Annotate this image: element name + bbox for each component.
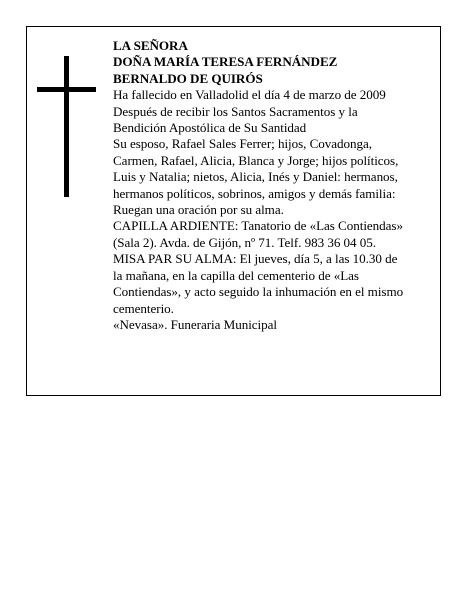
honorific-title: LA SEÑORA [113,38,188,53]
cross-horizontal-bar [37,87,96,92]
sacraments-line-2: Bendición Apostólica de Su Santidad [113,120,307,136]
family-line-4: hermanos políticos, sobrinos, amigos y demás familia: [113,185,396,201]
chapel-line-1: CAPILLA ARDIENTE: Tanatorio de «Las Contiendas» [113,218,403,234]
mass-line-3: Contiendas», y acto seguido la inhumación en el mismo [113,284,404,300]
mass-line-1: MISA PAR SU ALMA: El jueves, día 5, a las 10.30 de [113,251,398,267]
mass-line-2: la mañana, en la capilla del cementerio de «Las [113,267,359,283]
family-line-2: Carmen, Rafael, Alicia, Blanca y Jorge; hijos políticos, [113,152,399,168]
sacraments-line-1: Después de recibir los Santos Sacramentos y la [113,103,358,119]
deceased-name-line-2: BERNALDO DE QUIRÓS [113,70,263,86]
death-announcement: Ha fallecido en Valladolid el día 4 de marzo de 2009 [113,87,386,103]
family-line-3: Luis y Natalia; nietos, Alicia, Inés y Daniel: hermanos, [113,169,398,185]
funeral-home: «Nevasa». Funeraria Municipal [113,316,277,332]
mass-line-4: cementerio. [113,300,174,316]
obituary-text [113,38,433,333]
deceased-name-line-1: DOÑA MARÍA TERESA FERNÁNDEZ [113,54,338,70]
prayer-request: Ruegan una oración por su alma. [113,202,284,218]
family-line-1: Su esposo, Rafael Sales Ferrer; hijos, Covadonga, [113,136,373,152]
chapel-line-2: (Sala 2). Avda. de Gijón, nº 71. Telf. 983 36 04 05. [113,234,376,250]
cross-vertical-bar [64,56,69,197]
